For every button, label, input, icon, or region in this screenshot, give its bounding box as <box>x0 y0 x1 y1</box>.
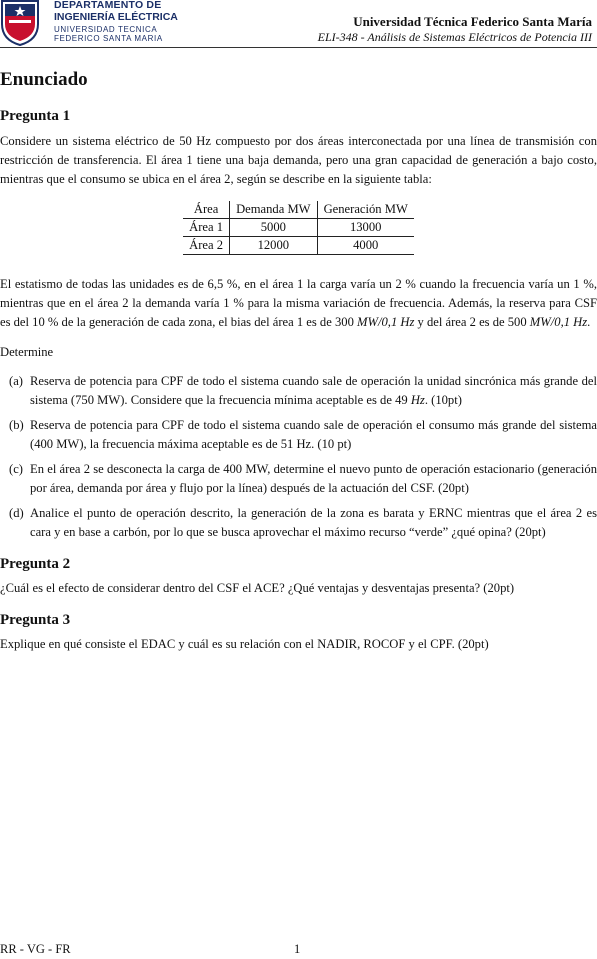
table-row <box>183 237 414 255</box>
header-divider <box>0 47 597 48</box>
table-cell: 13000 <box>317 219 414 237</box>
dept-line-3: UNIVERSIDAD TECNICA <box>54 25 158 34</box>
table-header-cell: Área <box>183 201 229 219</box>
list-item <box>0 460 597 498</box>
question-1-intro: Considere un sistema eléctrico de 50 Hz compuesto por dos áreas interconectada por una línea de transmisión con restricción de transferencia. El área 1 tiene una baja demanda, pero una gran capacidad de generación a bajo costo, mientras que el consumo se ubica en el área 2, según se describe en la siguiente tabla: <box>0 134 597 186</box>
dept-line-4: FEDERICO SANTA MARIA <box>54 34 163 43</box>
item-text: Analice el punto de operación descrito, la generación de la zona es barata y ERNC mientras que el área 2 es cara y en base a carbón, por lo que se busca aprovechar el máximo recurso “verde” ¿qué opina? (20pt) <box>30 506 597 539</box>
question-list <box>0 372 597 542</box>
list-item <box>0 416 597 454</box>
table-header-cell: Generación MW <box>317 201 414 219</box>
item-label: (b) <box>9 418 24 432</box>
document-body <box>0 68 597 654</box>
course-name: ELI-348 - Análisis de Sistemas Eléctricos de Potencia III <box>317 30 592 44</box>
table-cell: 4000 <box>317 237 414 255</box>
page-number: 1 <box>294 942 301 956</box>
list-item <box>0 372 597 410</box>
footer-authors: RR - VG - FR <box>0 942 71 956</box>
university-name: Universidad Técnica Federico Santa María <box>353 14 592 29</box>
question-1-heading: Pregunta 1 <box>0 108 71 124</box>
math-unit: MW/0,1 Hz <box>357 315 415 329</box>
math-unit: Hz <box>410 393 425 407</box>
item-text: . (10pt) <box>424 393 462 407</box>
page-header <box>0 0 597 48</box>
question-3-text: Explique en qué consiste el EDAC y cuál es su relación con el NADIR, ROCOF y el CPF. (20pt) <box>0 637 489 651</box>
question-2-heading: Pregunta 2 <box>0 556 71 572</box>
item-text: Reserva de potencia para CPF de todo el sistema cuando sale de operación el consumo más grande del sistema (400 MW), la frecuencia máxima aceptable es de 51 Hz. (10 pt) <box>30 418 597 451</box>
question-2-text: ¿Cuál es el efecto de considerar dentro del CSF el ACE? ¿Qué ventajas y desventajas presenta? (20pt) <box>0 581 515 595</box>
table-row <box>183 219 414 237</box>
table-cell: Área 1 <box>183 219 229 237</box>
university-logo-icon <box>0 0 40 46</box>
text-run: El estatismo de todas las unidades es de 6,5 %, en el área 1 la carga varía un 2 % cuando la frecuencia varía un 1 %, mientras que en el área 2 la demanda varía 1 % para la misma variación de frecuencia. Además, la reserva para CSF es del 10 % de la generación de cada zona, el bias del área 1 es de 300 <box>0 277 597 329</box>
dept-line-1: DEPARTAMENTO DE <box>54 0 162 11</box>
table-header-cell: Demanda MW <box>230 201 318 219</box>
determine-label: Determine <box>0 345 54 359</box>
data-table-wrapper <box>0 201 597 255</box>
area-table <box>183 201 414 255</box>
math-unit: MW/0,1 Hz <box>529 315 588 329</box>
page-title: Enunciado <box>0 69 88 90</box>
item-text: Reserva de potencia para CPF de todo el sistema cuando sale de operación la unidad sincrónica más grande del sistema (750 MW). Considere que la frecuencia mínima aceptable es de 49 <box>30 374 597 407</box>
table-header-row <box>183 201 414 219</box>
item-text: En el área 2 se desconecta la carga de 400 MW, determine el nuevo punto de operación estacionario (generación por área, demanda por área y flujo por la línea) después de la actuación del CSF. (20pt) <box>30 462 597 495</box>
question-3-heading: Pregunta 3 <box>0 612 71 628</box>
question-1-parameters <box>0 275 597 332</box>
list-item <box>0 504 597 542</box>
table-cell: 5000 <box>230 219 318 237</box>
item-label: (c) <box>9 462 23 476</box>
table-cell: Área 2 <box>183 237 229 255</box>
item-label: (d) <box>9 506 24 520</box>
department-name <box>54 0 178 43</box>
table-cell: 12000 <box>230 237 318 255</box>
item-label: (a) <box>9 374 23 388</box>
text-run: y del área 2 es de 500 <box>414 315 530 329</box>
dept-line-2: INGENIERÍA ELÉCTRICA <box>54 10 178 23</box>
text-run: . <box>587 315 591 329</box>
